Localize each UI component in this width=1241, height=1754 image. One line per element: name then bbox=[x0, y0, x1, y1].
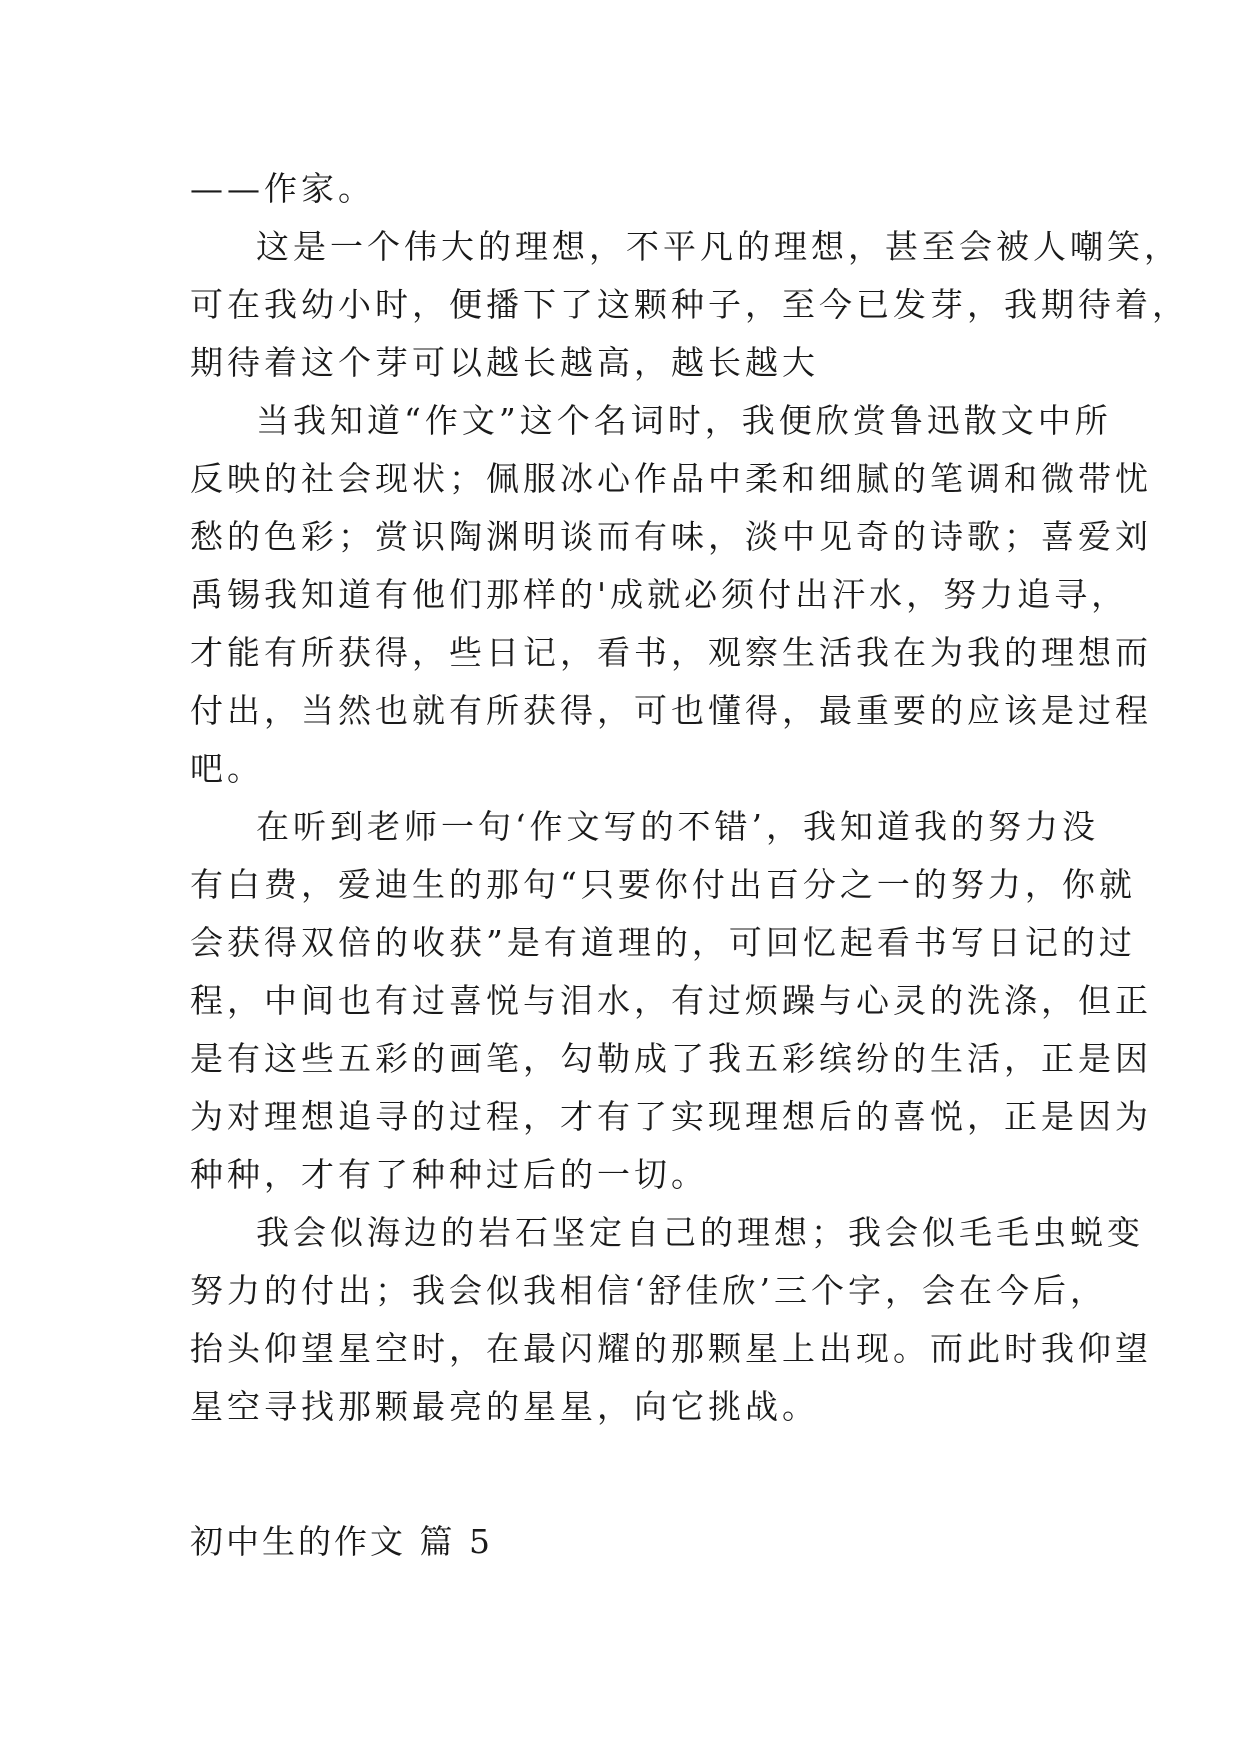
text-line: 付出，当然也就有所获得，可也懂得，最重要的应该是过程 bbox=[190, 691, 1152, 730]
text-line: 有白费，爱迪生的那句“只要你付出百分之一的努力，你就 bbox=[190, 865, 1136, 904]
text-line: 是有这些五彩的画笔，勾勒成了我五彩缤纷的生活，正是因 bbox=[190, 1039, 1152, 1078]
text-line: 我会似海边的岩石坚定自己的理想；我会似毛毛虫蜕变 bbox=[256, 1213, 1144, 1252]
text-line: 努力的付出；我会似我相信‘舒佳欣’三个字，会在今后， bbox=[190, 1271, 1107, 1310]
text-line: 愁的色彩；赏识陶渊明谈而有味，淡中见奇的诗歌；喜爱刘 bbox=[190, 517, 1152, 556]
text-line: 会获得双倍的收获”是有道理的，可回忆起看书写日记的过 bbox=[190, 923, 1136, 962]
text-line: ——作家。 bbox=[190, 169, 375, 208]
text-line: 这是一个伟大的理想，不平凡的理想，甚至会被人嘲笑， bbox=[256, 227, 1181, 266]
text-line: 才能有所获得，些日记，看书，观察生活我在为我的理想而 bbox=[190, 633, 1152, 672]
text-line: 抬头仰望星空时，在最闪耀的那颗星上出现。而此时我仰望 bbox=[190, 1329, 1152, 1368]
text-line: 当我知道“作文”这个名词时，我便欣赏鲁迅散文中所 bbox=[256, 401, 1112, 440]
text-line: 吧。 bbox=[190, 749, 264, 788]
essay-body bbox=[190, 160, 1189, 1436]
text-line: 星空寻找那颗最亮的星星，向它挑战。 bbox=[190, 1387, 819, 1426]
section-title: 初中生的作文 篇 5 bbox=[190, 1522, 493, 1561]
text-line: 在听到老师一句‘作文写的不错’，我知道我的努力没 bbox=[256, 807, 1099, 846]
text-line: 反映的社会现状；佩服冰心作品中柔和细腻的笔调和微带忧 bbox=[190, 459, 1152, 498]
text-line: 为对理想追寻的过程，才有了实现理想后的喜悦，正是因为 bbox=[190, 1097, 1152, 1136]
text-line: 可在我幼小时，便播下了这颗种子，至今已发芽，我期待着， bbox=[190, 285, 1189, 324]
text-line: 期待着这个芽可以越长越高，越长越大 bbox=[190, 343, 819, 382]
text-line: 种种，才有了种种过后的一切。 bbox=[190, 1155, 708, 1194]
text-line: 禹锡我知道有他们那样的'成就必须付出汗水，努力追寻， bbox=[190, 575, 1129, 614]
text-line: 程，中间也有过喜悦与泪水，有过烦躁与心灵的洗涤，但正 bbox=[190, 981, 1152, 1020]
